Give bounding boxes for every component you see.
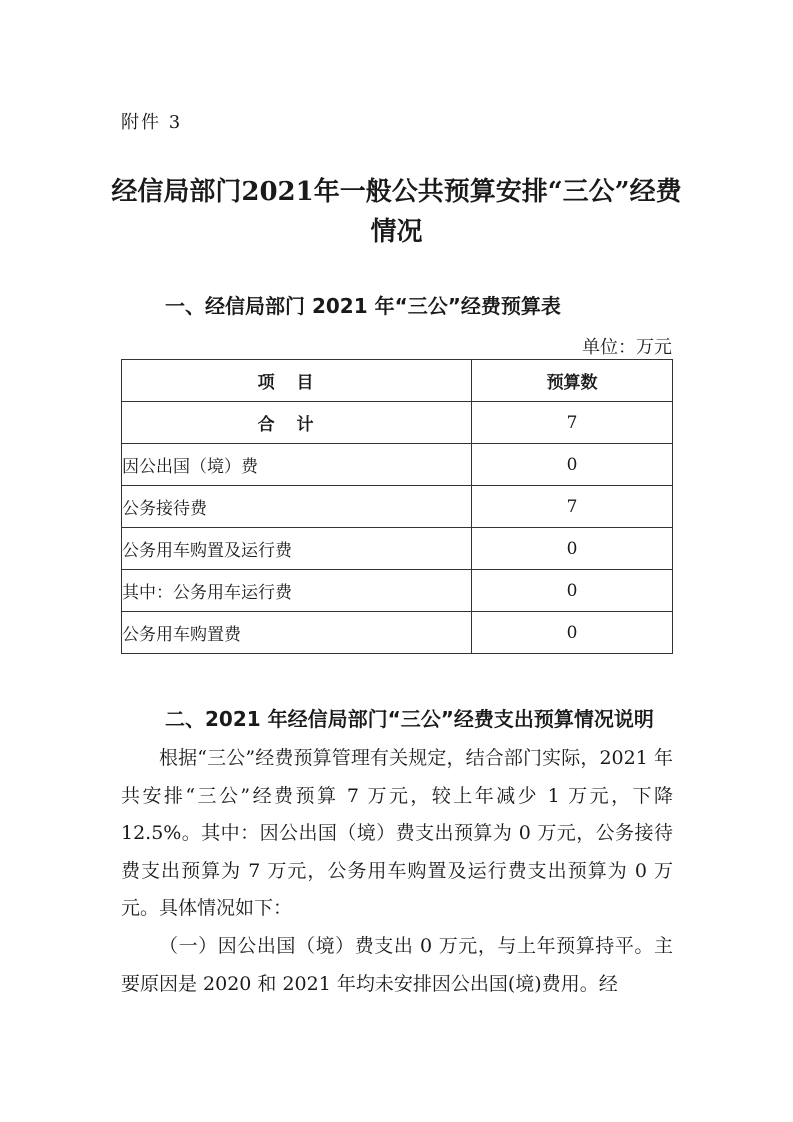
table-row	[122, 528, 673, 570]
header-amount: 预算数	[472, 360, 673, 402]
header-item: 项目	[122, 360, 472, 402]
budget-table	[121, 359, 673, 654]
row-label: 其中：公务用车运行费	[122, 570, 472, 612]
row-value: 0	[472, 528, 673, 570]
row-value: 0	[472, 570, 673, 612]
section2-heading: 二、2021 年经信局部门“三公”经费支出预算情况说明	[165, 707, 654, 731]
paragraph-1	[121, 740, 673, 928]
table-header-row	[122, 360, 673, 402]
paragraph-2-text: （一）因公出国（境）费支出 0 万元，与上年预算持平。主要原因是 2020 和 2021 年均未安排因公出国(境)费用。经	[121, 935, 673, 995]
paragraph-2	[121, 928, 673, 1003]
total-label: 合计	[122, 402, 472, 444]
row-label: 公务用车购置及运行费	[122, 528, 472, 570]
table-row	[122, 486, 673, 528]
total-value: 7	[472, 402, 673, 444]
table-row	[122, 612, 673, 654]
document-title: 经信局部门2021年一般公共预算安排“三公”经费情况	[111, 177, 682, 247]
row-label: 公务用车购置费	[122, 612, 472, 654]
row-value: 0	[472, 444, 673, 486]
paragraph-1-text: 根据“三公”经费预算管理有关规定，结合部门实际，2021 年共安排“三公”经费预算 7 万元，较上年减少 1 万元，下降 12.5%。其中：因公出国（境）费支出预算为 0 万元，公务接待费支出预算为 7 万元，公务用车购置及运行费支出预算为 0 万元。具体情况如下：	[121, 747, 673, 919]
unit-label: 单位：万元	[582, 337, 672, 358]
row-value: 0	[472, 612, 673, 654]
section1-heading: 一、经信局部门 2021 年“三公”经费预算表	[165, 294, 561, 318]
table-row-total	[122, 402, 673, 444]
attachment-label: 附件 3	[121, 112, 183, 133]
row-value: 7	[472, 486, 673, 528]
table-row	[122, 444, 673, 486]
row-label: 因公出国（境）费	[122, 444, 472, 486]
table-row	[122, 570, 673, 612]
row-label: 公务接待费	[122, 486, 472, 528]
